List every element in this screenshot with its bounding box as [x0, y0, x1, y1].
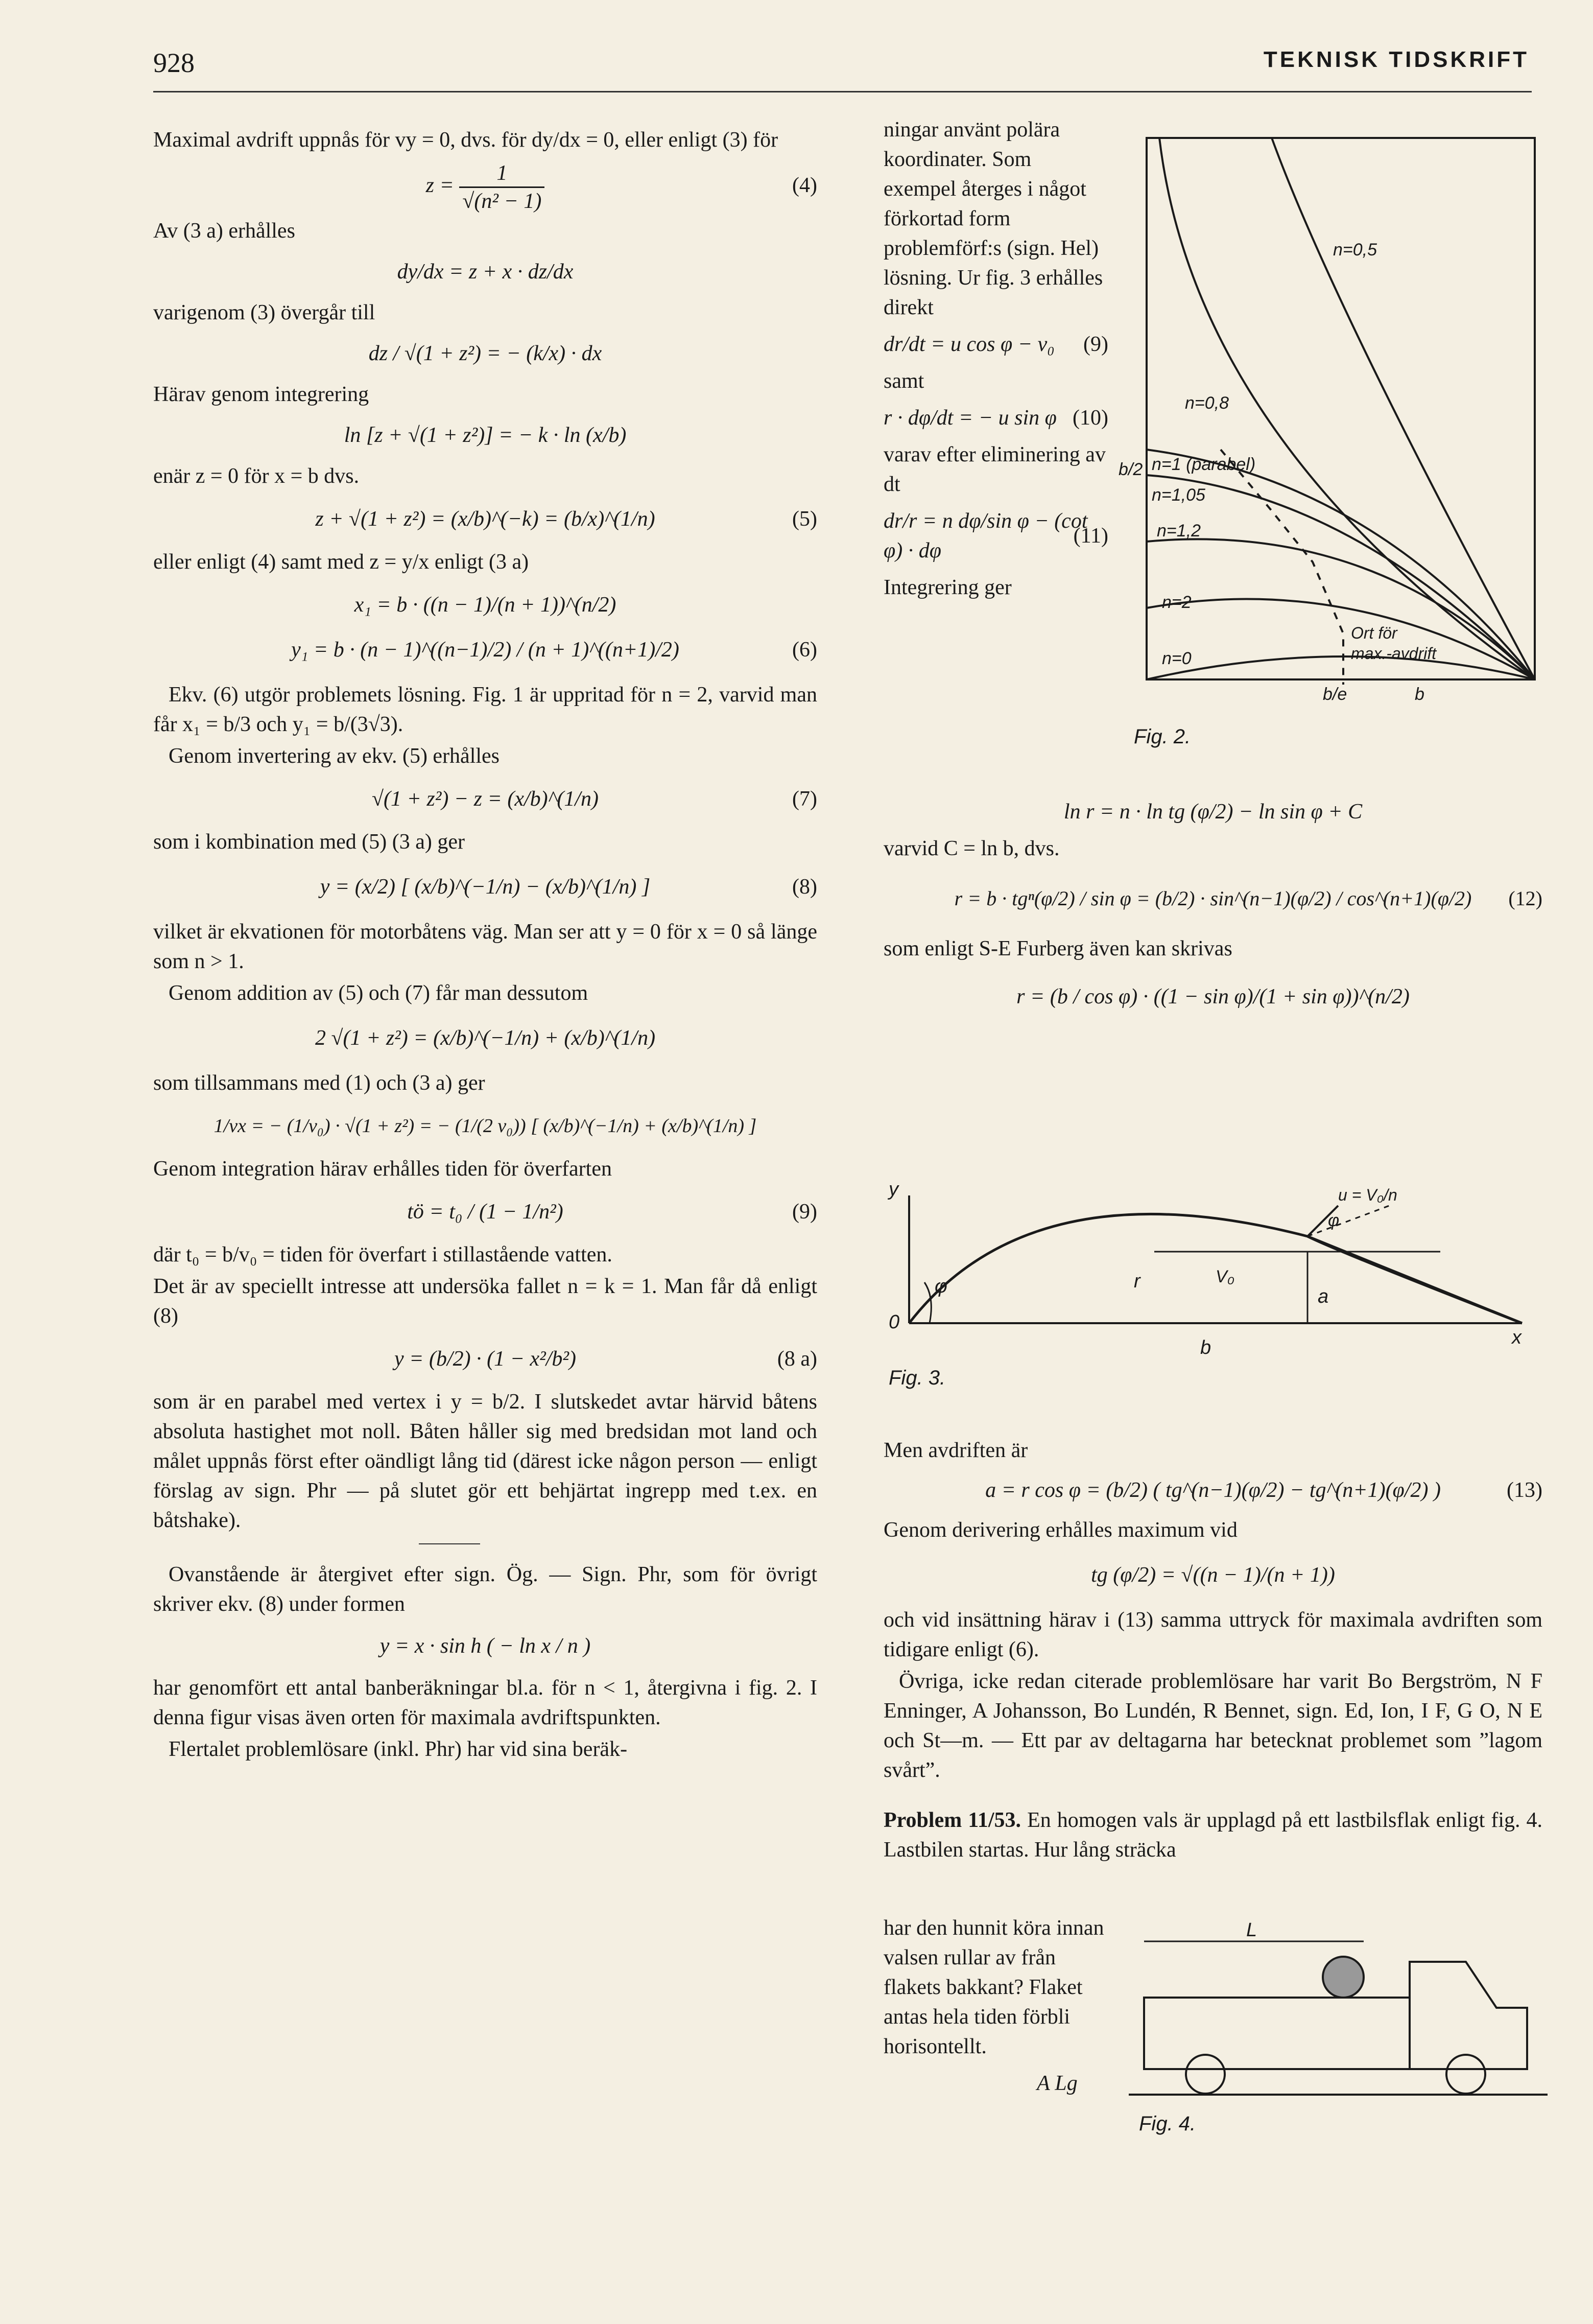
- problem-title: Problem 11/53.: [884, 1809, 1021, 1832]
- fig3-label-phi2: φ: [1328, 1211, 1340, 1230]
- equation: ln [z + √(1 + z²)] = − k · ln (x/b): [344, 424, 627, 447]
- paragraph: Det är av speciellt intresse att undersöka fallet n = k = 1. Man får då enligt (8): [153, 1275, 817, 1328]
- equation-number: (4): [792, 174, 817, 197]
- paragraph: Övriga, icke redan citerade problemlösare har varit Bo Bergström, N F Enninger, A Johansson, Bo Lundén, R Bennet, sign. Ed, Ion, I F, G O, N E och St—m. — Ett par av deltagarna har betecknat problemet som ”lagom svårt”.: [884, 1670, 1542, 1782]
- equation-9: [153, 1197, 817, 1227]
- fig4-wheel-front: [1446, 2055, 1485, 2094]
- fig2-label-b: b: [1415, 685, 1424, 704]
- figure-2: [1119, 123, 1548, 751]
- fig2-curve-n12: [1147, 539, 1535, 679]
- equation: dy/dx = z + x · dz/dx: [397, 260, 574, 284]
- fig2-label-n1: n=1 (parabel): [1152, 455, 1256, 474]
- paragraph: Härav genom integrering: [153, 383, 369, 406]
- eq9r-body: dr/dt = u cos φ − v₀: [884, 333, 1055, 356]
- paragraph: Genom derivering erhålles maximum vid: [884, 1518, 1238, 1542]
- fig4-truck-cab: [1410, 1962, 1527, 2069]
- figure-4: [1129, 1921, 1548, 2135]
- paragraph: Ovanstående är återgivet efter sign. Ög. — Sign. Phr, som för övrigt skriver ekv. (8) under formen: [153, 1563, 817, 1616]
- paragraph: varigenom (3) övergår till: [153, 301, 375, 324]
- right-column-lower: [884, 1436, 1542, 1867]
- fig3-label-b: b: [1200, 1337, 1211, 1358]
- equation-number: (7): [792, 787, 817, 811]
- fig2-label-b-e: b/e: [1323, 685, 1347, 704]
- equation-8: [153, 872, 817, 902]
- page-number: 928: [153, 48, 195, 78]
- paragraph: samt: [884, 369, 924, 393]
- eq7-body: √(1 + z²) − z = (x/b)^(1/n): [372, 787, 599, 811]
- eq4-lhs: z =: [425, 174, 454, 198]
- fig3-label-r: r: [1134, 1271, 1140, 1292]
- equation-4: [153, 160, 817, 211]
- fig3-label-origin: 0: [889, 1311, 900, 1333]
- paragraph: Genom invertering av ekv. (5) erhålles: [169, 744, 500, 768]
- figure-3: [878, 1165, 1542, 1405]
- fig2-caption: Fig. 2.: [1134, 725, 1191, 748]
- fig2-label-b-half: b/2: [1119, 460, 1143, 479]
- paragraph: har den hunnit köra innan valsen rullar av från flakets bakkant? Flaket antas hela tiden förbli horisontellt.: [884, 1916, 1104, 2058]
- fig3-label-a: a: [1318, 1286, 1329, 1307]
- eq11-body: dr/r = n dφ/sin φ − (cot φ) · dφ: [884, 509, 1088, 562]
- eq9-body: tö = t₀ / (1 − 1/n²): [407, 1200, 563, 1224]
- paragraph: vilket är ekvationen för motorbåtens väg. Man ser att y = 0 för x = 0 så länge som n > 1.: [153, 920, 817, 973]
- paragraph: Ekv. (6) utgör problemets lösning. Fig. 1 är uppritad för n = 2, varvid man får x₁ = b/3 och y₁ = b/(3√3).: [153, 683, 817, 736]
- equation: r = (b / cos φ) · ((1 − sin φ)/(1 + sin φ))^(n/2): [1016, 985, 1410, 1008]
- journal-title: TEKNISK TIDSKRIFT: [1263, 47, 1529, 72]
- paragraph: Flertalet problemlösare (inkl. Phr) har vid sina beräk-: [169, 1738, 628, 1761]
- fig3-label-v0: V₀: [1216, 1267, 1235, 1286]
- paragraph: varvid C = ln b, dvs.: [884, 837, 1060, 860]
- right-column-mid: [884, 797, 1542, 1030]
- paragraph: Genom addition av (5) och (7) får man dessutom: [169, 981, 588, 1005]
- fig3-caption: Fig. 3.: [889, 1367, 946, 1389]
- right-column-top: [884, 115, 1108, 604]
- eq4-fraction: [459, 160, 544, 215]
- equation-number: (8 a): [777, 1347, 817, 1371]
- equation-number: (12): [1508, 887, 1542, 910]
- fig4-roller: [1323, 1957, 1364, 1998]
- fig2-label-n0: n=0: [1162, 649, 1192, 668]
- fig3-label-phi: φ: [935, 1276, 947, 1297]
- fig3-label-u: u = V₀/n: [1338, 1186, 1397, 1204]
- left-column: [153, 125, 817, 1766]
- equation: ln r = n · ln tg (φ/2) − ln sin φ + C: [1063, 800, 1363, 824]
- section-rule: [419, 1543, 480, 1544]
- equation: 1/vx = − (1/v₀) · √(1 + z²) = − (1/(2 v₀)) [ (x/b)^(−1/n) + (x/b)^(1/n) ]: [213, 1115, 757, 1137]
- fig3-dashed: [1307, 1206, 1389, 1236]
- eq4-denominator: √(n² − 1): [462, 190, 542, 213]
- equation-10: [884, 403, 1108, 433]
- paragraph: Men avdriften är: [884, 1439, 1028, 1462]
- paragraph: enär z = 0 för x = b dvs.: [153, 464, 360, 488]
- fig2-label-n08: n=0,8: [1185, 393, 1229, 413]
- problem-statement: [884, 1805, 1542, 1865]
- eq10-body: r · dφ/dt = − u sin φ: [884, 406, 1057, 430]
- fig2-label-n105: n=1,05: [1152, 485, 1205, 505]
- equation-13: [884, 1475, 1542, 1505]
- fig2-label-n2: n=2: [1162, 593, 1192, 612]
- paragraph: som är en parabel med vertex i y = b/2. I slutskedet avtar härvid båtens absoluta hastighet mot noll. Båten håller sig med bredsidan mot land och målet uppnås först efter oändligt lång tid (därest icke någon person — enligt förslag av sign. Phr — på slutet gör ett behjärtat ingrepp med t.ex. en båtshake).: [153, 1390, 817, 1532]
- equation: tg (φ/2) = √((n − 1)/(n + 1)): [1091, 1563, 1335, 1587]
- paragraph: Maximal avdrift uppnås för vy = 0, dvs. för dy/dx = 0, eller enligt (3) för: [153, 128, 778, 152]
- paragraph: som tillsammans med (1) och (3 a) ger: [153, 1071, 485, 1095]
- fig4-caption: Fig. 4.: [1139, 2112, 1196, 2135]
- header-rule: [153, 91, 1532, 92]
- eq8a-body: y = (b/2) · (1 − x²/b²): [394, 1347, 576, 1371]
- equation-number: (9): [1083, 333, 1108, 356]
- equation-11: [884, 506, 1108, 566]
- paragraph: har genomfört ett antal banberäkningar bl.a. för n < 1, återgivna i fig. 2. I denna figur visas även orten för maximala avdriftspunkten.: [153, 1676, 817, 1729]
- paragraph: eller enligt (4) samt med z = y/x enligt (3 a): [153, 550, 529, 574]
- signature: A Lg: [1037, 2072, 1078, 2095]
- paragraph: och vid insättning härav i (13) samma uttryck för maximala avdriften som tidigare enligt (6).: [884, 1608, 1542, 1661]
- equation-5: [153, 504, 817, 534]
- equation-number: (9): [792, 1200, 817, 1224]
- eq12-body: r = b · tgⁿ(φ/2) / sin φ = (b/2) · sin^(n−1)(φ/2) / cos^(n+1)(φ/2): [954, 887, 1472, 910]
- equation-7: [153, 784, 817, 814]
- eq5-body: z + √(1 + z²) = (x/b)^(−k) = (b/x)^(1/n): [315, 507, 655, 531]
- eq13-body: a = r cos φ = (b/2) ( tg^(n−1)(φ/2) − tg^(n+1)(φ/2) ): [985, 1478, 1441, 1502]
- paragraph: Genom integration härav erhålles tiden för överfarten: [153, 1157, 612, 1181]
- fig3-label-y: y: [889, 1179, 898, 1200]
- paragraph: varav efter eliminering av dt: [884, 443, 1106, 496]
- fig2-label-n05: n=0,5: [1333, 240, 1377, 260]
- fig4-truck-bed: [1144, 1998, 1410, 2069]
- equation-9r: [884, 330, 1108, 359]
- paragraph: som enligt S-E Furberg även kan skrivas: [884, 937, 1232, 960]
- paragraph: Av (3 a) erhålles: [153, 219, 295, 243]
- equation-8a: [153, 1344, 817, 1374]
- equation: x₁ = b · ((n − 1)/(n + 1))^(n/2): [354, 593, 616, 617]
- fig4-label-L: L: [1246, 1921, 1257, 1941]
- paragraph: Integrering ger: [884, 576, 1012, 599]
- fig2-label-n12: n=1,2: [1157, 521, 1201, 541]
- fig2-curve-n05: [1272, 138, 1535, 679]
- equation: y = x · sin h ( − ln x / n ): [379, 1634, 591, 1658]
- fig2-label-ort-2: max.-avdrift: [1351, 644, 1437, 663]
- eq8-body: y = (x/2) [ (x/b)^(−1/n) − (x/b)^(1/n) ]: [320, 875, 651, 899]
- paragraph: där t₀ = b/v₀ = tiden för överfart i stillastående vatten.: [153, 1243, 612, 1266]
- equation-number: (8): [792, 875, 817, 899]
- equation-number: (13): [1507, 1478, 1542, 1502]
- equation-number: (6): [792, 638, 817, 662]
- paragraph: som i kombination med (5) (3 a) ger: [153, 830, 465, 854]
- equation-6: [153, 635, 817, 665]
- equation-number: (10): [1073, 406, 1108, 430]
- eq4-numerator: 1: [459, 160, 544, 188]
- equation-number: (11): [1073, 524, 1108, 548]
- fig4-wheel-rear: [1186, 2055, 1225, 2094]
- fig2-curve-n0: [1147, 656, 1535, 679]
- fig3-label-x: x: [1512, 1327, 1521, 1348]
- equation-12: [884, 884, 1542, 913]
- problem-continuation: [884, 1913, 1108, 2100]
- fig2-label-ort: Ort för: [1351, 624, 1397, 642]
- paragraph: ningar använt polära koordinater. Som exempel återges i något förkortad form problemförf:s (sign. Hel) lösning. Ur fig. 3 erhålles direkt: [884, 118, 1103, 319]
- problem-text: En homogen vals är upplagd på ett lastbilsflak enligt fig. 4. Lastbilen startas. Hur lång sträcka: [884, 1809, 1542, 1862]
- equation: dz / √(1 + z²) = − (k/x) · dx: [368, 342, 602, 365]
- eq6-body: y₁ = b · (n − 1)^((n−1)/2) / (n + 1)^((n+1)/2): [291, 638, 679, 662]
- equation-number: (5): [792, 507, 817, 531]
- fig3-radius-line: [1307, 1236, 1522, 1323]
- equation: 2 √(1 + z²) = (x/b)^(−1/n) + (x/b)^(1/n): [315, 1026, 656, 1050]
